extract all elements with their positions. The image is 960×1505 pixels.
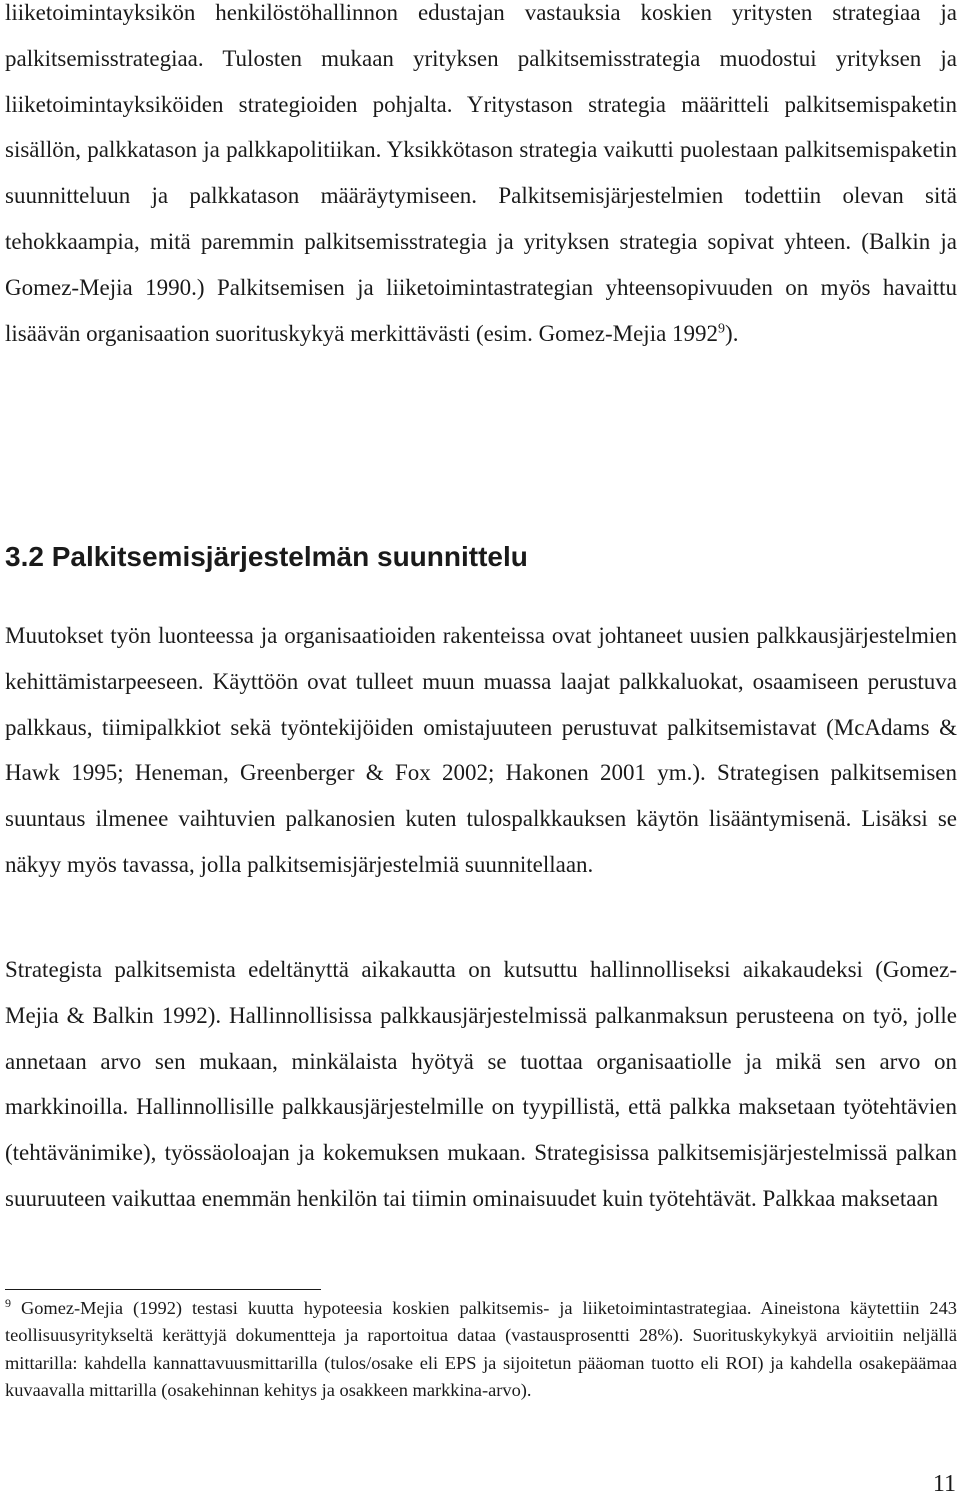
page-number: 11 [932,1471,956,1497]
body-paragraph-3: Strategista palkitsemista edeltänyttä aikakautta on kutsuttu hallinnolliseksi aikakaudeksi (Gomez-Mejia & Balkin 1992). Hallinnollisissa palkkausjärjestelmissä palkanmaksun perusteena on työ, jolle annetaan arvo sen mukaan, minkälaista hyötyä se tuottaa organisaatiolle ja mikä sen arvo on markkinoilla. Hallinnollisille palkkausjärjestelmille on tyypillistä, että palkka maksetaan työtehtävien (tehtävänimike), työssäoloajan ja kokemuksen mukaan. Strategisissa palkitsemisjärjestelmissä palkan suuruuteen vaikuttaa enemmän henkilön tai tiimin ominaisuudet kuin työtehtävät. Palkkaa maksetaan [5,957,957,1211]
footnote-divider [5,1289,321,1290]
footnote-marker: 9 [5,1295,11,1310]
section-heading: 3.2 Palkitsemisjärjestelmän suunnittelu [5,541,528,572]
body-paragraph-1 [5,0,957,356]
footnote-reference[interactable]: 9 [718,320,726,336]
footnote-text: Gomez-Mejia (1992) testasi kuutta hypoteesia koskien palkitsemis- ja liiketoimintastrategiaa. Aineistona käytettiin 243 teollisuusyritykseltä kerättyjä dokumentteja ja raportoitua dataa (vastausprosentti 28%). Suorituskykykyä arvioitiin neljällä mittarilla: kahdella kannattavuusmittarilla (tulos/osake eli EPS ja sijoitetun pääoman tuotto eli ROI) ja kahdella osakepäämaa kuvaavalla mittarilla (osakehinnan kehitys ja osakkeen markkina-arvo). [5,1298,957,1401]
paragraph-1-text: liiketoimintayksikön henkilöstöhallinnon edustajan vastauksia koskien yritysten strategiaa ja palkitsemisstrategiaa. Tulosten mukaan yrityksen palkitsemisstrategia muodostui yrityksen ja liiketoimintayksiköiden strategioiden pohjalta. Yritystason strategia määritteli palkitsemispaketin sisällön, palkkatason ja palkkapolitiikan. Yksikkötason strategia vaikutti puolestaan palkitsemispaketin suunnitteluun ja palkkatason määräytymiseen. Palkitsemisjärjestelmien todettiin olevan sitä tehokkaampia, mitä paremmin palkitsemisstrategia ja yrityksen strategia sopivat yhteen. (Balkin ja Gomez-Mejia 1990.) Palkitsemisen ja liiketoimintastrategian yhteensopivuuden on myös havaittu lisäävän organisaation suorituskykyä merkittävästi (esim. Gomez-Mejia 1992 [5,0,957,346]
footnote [5,1295,957,1405]
body-paragraph-2: Muutokset työn luonteessa ja organisaatioiden rakenteissa ovat johtaneet uusien palkkausjärjestelmien kehittämistarpeeseen. Käyttöön ovat tulleet muun muassa laajat palkkaluokat, osaamiseen perustuva palkkaus, tiimipalkkiot sekä työntekijöiden omistajuuteen perustuvat palkitsemistavat (McAdams & Hawk 1995; Heneman, Greenberger & Fox 2002; Hakonen 2001 ym.). Strategisen palkitsemisen suuntaus ilmenee vaihtuvien palkanosien kuten tulospalkkauksen käytön lisääntymisenä. Lisäksi se näkyy myös tavassa, jolla palkitsemisjärjestelmiä suunnitellaan. [5,623,957,877]
paragraph-1-text-end: ). [725,320,739,346]
